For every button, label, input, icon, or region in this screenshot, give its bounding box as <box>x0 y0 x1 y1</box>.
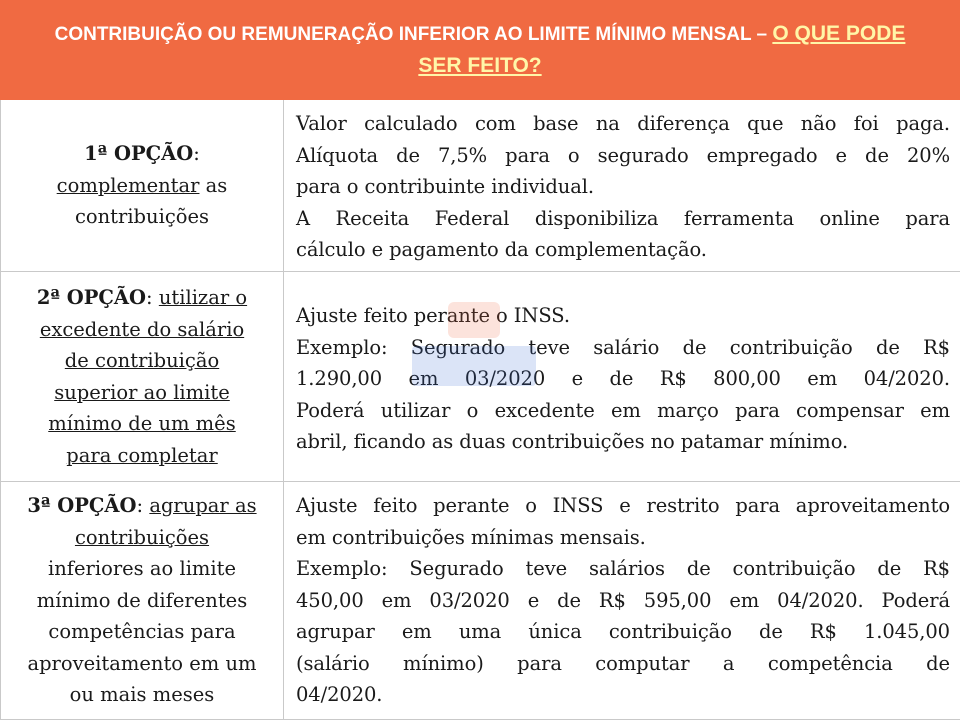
option-2-desc-line: Poderá utilizar o excedente em março para compensar em <box>296 398 950 422</box>
option-1-desc-line: para o contribuinte individual. <box>296 175 594 198</box>
header-title-highlight-2: SER FEITO? <box>418 54 542 77</box>
option-3-desc-line: agrupar em uma única contribuição de R$ 1.045,00 <box>296 620 950 643</box>
option-3-action-text: inferiores ao limite <box>47 557 237 581</box>
option-3-action-text: mínimo de diferentes <box>36 588 248 612</box>
option-3-desc-line: Ajuste feito perante o INSS e restrito para aproveitamento <box>296 494 950 517</box>
option-1-title-cell <box>1 100 284 272</box>
option-1-action-text: as <box>205 173 228 197</box>
option-1-desc-line: cálculo e pagamento da complementação. <box>296 238 707 261</box>
option-1-desc-line: Valor calculado com base na diferença que não foi paga. <box>296 112 950 135</box>
option-2-action: utilizar o <box>158 286 248 309</box>
option-1-description <box>284 100 960 272</box>
header-banner <box>0 0 960 100</box>
option-3-desc-line: 04/2020. <box>296 683 383 706</box>
option-1-label: 1ª OPÇÃO <box>84 142 194 166</box>
option-3-action: contribuições <box>74 525 210 549</box>
option-1-desc-line: A Receita Federal disponibiliza ferramenta online para <box>296 206 950 230</box>
option-1-line-2 <box>57 170 228 202</box>
option-1-desc-line: Alíquota de 7,5% para o segurado empregado e de 20% <box>296 143 950 167</box>
option-2-action: excedente do salário <box>39 317 245 341</box>
option-3-desc-line: Exemplo: Segurado teve salários de contribuição de R$ <box>296 557 950 580</box>
option-2-desc-line: abril, ficando as duas contribuições no patamar mínimo. <box>296 430 849 453</box>
option-3-title-cell <box>1 482 284 720</box>
option-3-desc-line: (salário mínimo) para computar a competência de <box>296 651 950 675</box>
option-3-action-text: aproveitamento em um <box>27 651 257 675</box>
option-2-action: superior ao limite <box>54 380 230 404</box>
option-2-label: 2ª OPÇÃO <box>36 286 147 309</box>
option-2-line-1: 2ª OPÇÃO: utilizar o <box>36 286 248 309</box>
option-3-description <box>284 482 960 720</box>
option-1-action-text-2: contribuições <box>74 205 210 229</box>
option-3-desc-line: 450,00 em 03/2020 e de R$ 595,00 em 04/2020. Poderá <box>296 588 950 612</box>
option-2-desc-line: Ajuste feito perante o INSS. <box>296 304 570 327</box>
options-table <box>0 100 960 720</box>
option-3-action-text: competências para <box>48 620 236 644</box>
option-3-action: agrupar as <box>149 494 257 518</box>
option-2-title-cell <box>1 272 284 482</box>
option-2-desc-line: Exemplo: Segurado teve salário de contribuição de R$ <box>296 335 950 359</box>
header-title-main: CONTRIBUIÇÃO OU REMUNERAÇÃO INFERIOR AO LIMITE MÍNIMO MENSAL – <box>54 24 768 45</box>
header-title-highlight: O QUE PODE <box>772 22 906 45</box>
option-2-action: mínimo de um mês <box>48 412 236 435</box>
option-2-description <box>284 272 960 482</box>
option-3-label: 3ª OPÇÃO <box>27 494 137 518</box>
option-3-action-text: ou mais meses <box>69 683 215 707</box>
option-3-desc-line: em contribuições mínimas mensais. <box>296 525 646 549</box>
option-2-action: para completar <box>66 443 218 467</box>
header-title <box>55 18 906 82</box>
option-1-line-1: 1ª OPÇÃO: <box>84 142 200 166</box>
option-2-desc-line: 1.290,00 em 03/2020 e de R$ 800,00 em 04/2020. <box>296 367 950 390</box>
option-3-line-1: 3ª OPÇÃO: agrupar as <box>27 494 257 518</box>
option-2-action: de contribuição <box>64 349 220 372</box>
option-1-action: complementar <box>56 173 200 197</box>
